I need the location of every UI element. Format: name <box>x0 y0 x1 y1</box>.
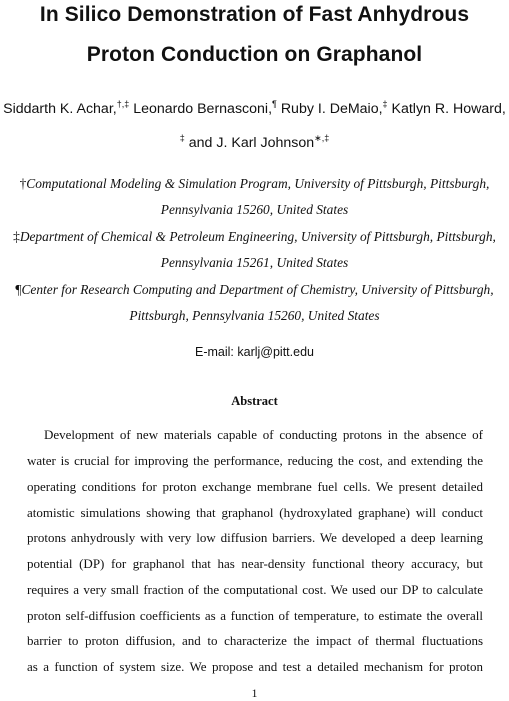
author-name: J. Karl Johnson <box>216 135 315 151</box>
corresponding-email: E-mail: karlj@pitt.edu <box>195 345 314 359</box>
abstract-line: Development of new materials capable of conducting protons in the absence of <box>44 427 483 442</box>
affiliation-1-line-2: Pennsylvania 15260, United States <box>160 202 349 217</box>
abstract-line: operating conditions for proton exchange membrane fuel cells. We present detailed <box>27 479 483 494</box>
affiliation-text: Center for Research Computing and Department of Chemistry, University of Pittsburgh, <box>21 282 494 297</box>
author-name: Ruby I. DeMaio, <box>280 101 383 117</box>
affiliation-3-line-2: Pittsburgh, Pennsylvania 15260, United States <box>129 308 380 323</box>
affiliation-3-line-1 <box>0 282 509 298</box>
author-affiliation-marks: ‡ <box>179 133 185 143</box>
abstract-line: barrier to proton diffusion, and to characterize the impact of thermal fluctuations <box>27 633 483 648</box>
author-affiliation-marks: †,‡ <box>116 99 130 109</box>
affiliation-2-line-1 <box>0 229 509 245</box>
author-affiliation-marks: ∗,‡ <box>314 133 330 143</box>
affiliation-text: Computational Modeling & Simulation Program, University of Pittsburgh, Pittsburgh, <box>26 176 490 191</box>
affiliation-1-line-1 <box>0 176 509 192</box>
affiliation-mark: † <box>19 176 27 191</box>
affiliation-text: Department of Chemical & Petroleum Engineering, University of Pittsburgh, Pittsburgh, <box>19 229 496 244</box>
abstract-line: atomistic simulations showing that graphanol (hydroxylated graphane) will conduct <box>27 505 483 520</box>
abstract-heading: Abstract <box>231 394 278 408</box>
author-name: Katlyn R. Howard, <box>391 101 506 117</box>
paper-title-line-1: In Silico Demonstration of Fast Anhydrous <box>39 3 470 26</box>
abstract-line: requires a very small fraction of the computational cost. We used our DP to calculate <box>27 582 483 597</box>
affiliation-2-line-2: Pennsylvania 15261, United States <box>160 255 349 270</box>
author-name: Siddarth K. Achar, <box>3 101 117 117</box>
author-conjunction: and <box>188 135 213 151</box>
abstract-line: protons anhydrously with very low diffusion barriers. We developed a deep learning <box>27 530 483 545</box>
author-affiliation-marks: ‡ <box>382 99 388 109</box>
paper-title-line-2: Proton Conduction on Graphanol <box>86 43 423 66</box>
abstract-line: water is crucial for improving the performance, reducing the cost, and extending the <box>27 453 483 468</box>
author-list-line-2 <box>0 133 509 151</box>
author-affiliation-marks: ¶ <box>272 99 277 109</box>
abstract-line: proton self-diffusion coefficients as a function of temperature, to estimate the overall <box>27 608 483 623</box>
page-number: 1 <box>251 686 258 700</box>
affiliation-mark: ‡ <box>13 229 20 244</box>
abstract-line: potential (DP) for graphanol that has near-density functional theory accuracy, but <box>27 556 483 571</box>
affiliation-mark: ¶ <box>15 282 22 297</box>
author-list-line-1 <box>0 99 509 117</box>
author-name: Leonardo Bernasconi, <box>133 101 273 117</box>
abstract-line: as a function of system size. We propose and test a detailed mechanism for proton <box>27 659 483 674</box>
